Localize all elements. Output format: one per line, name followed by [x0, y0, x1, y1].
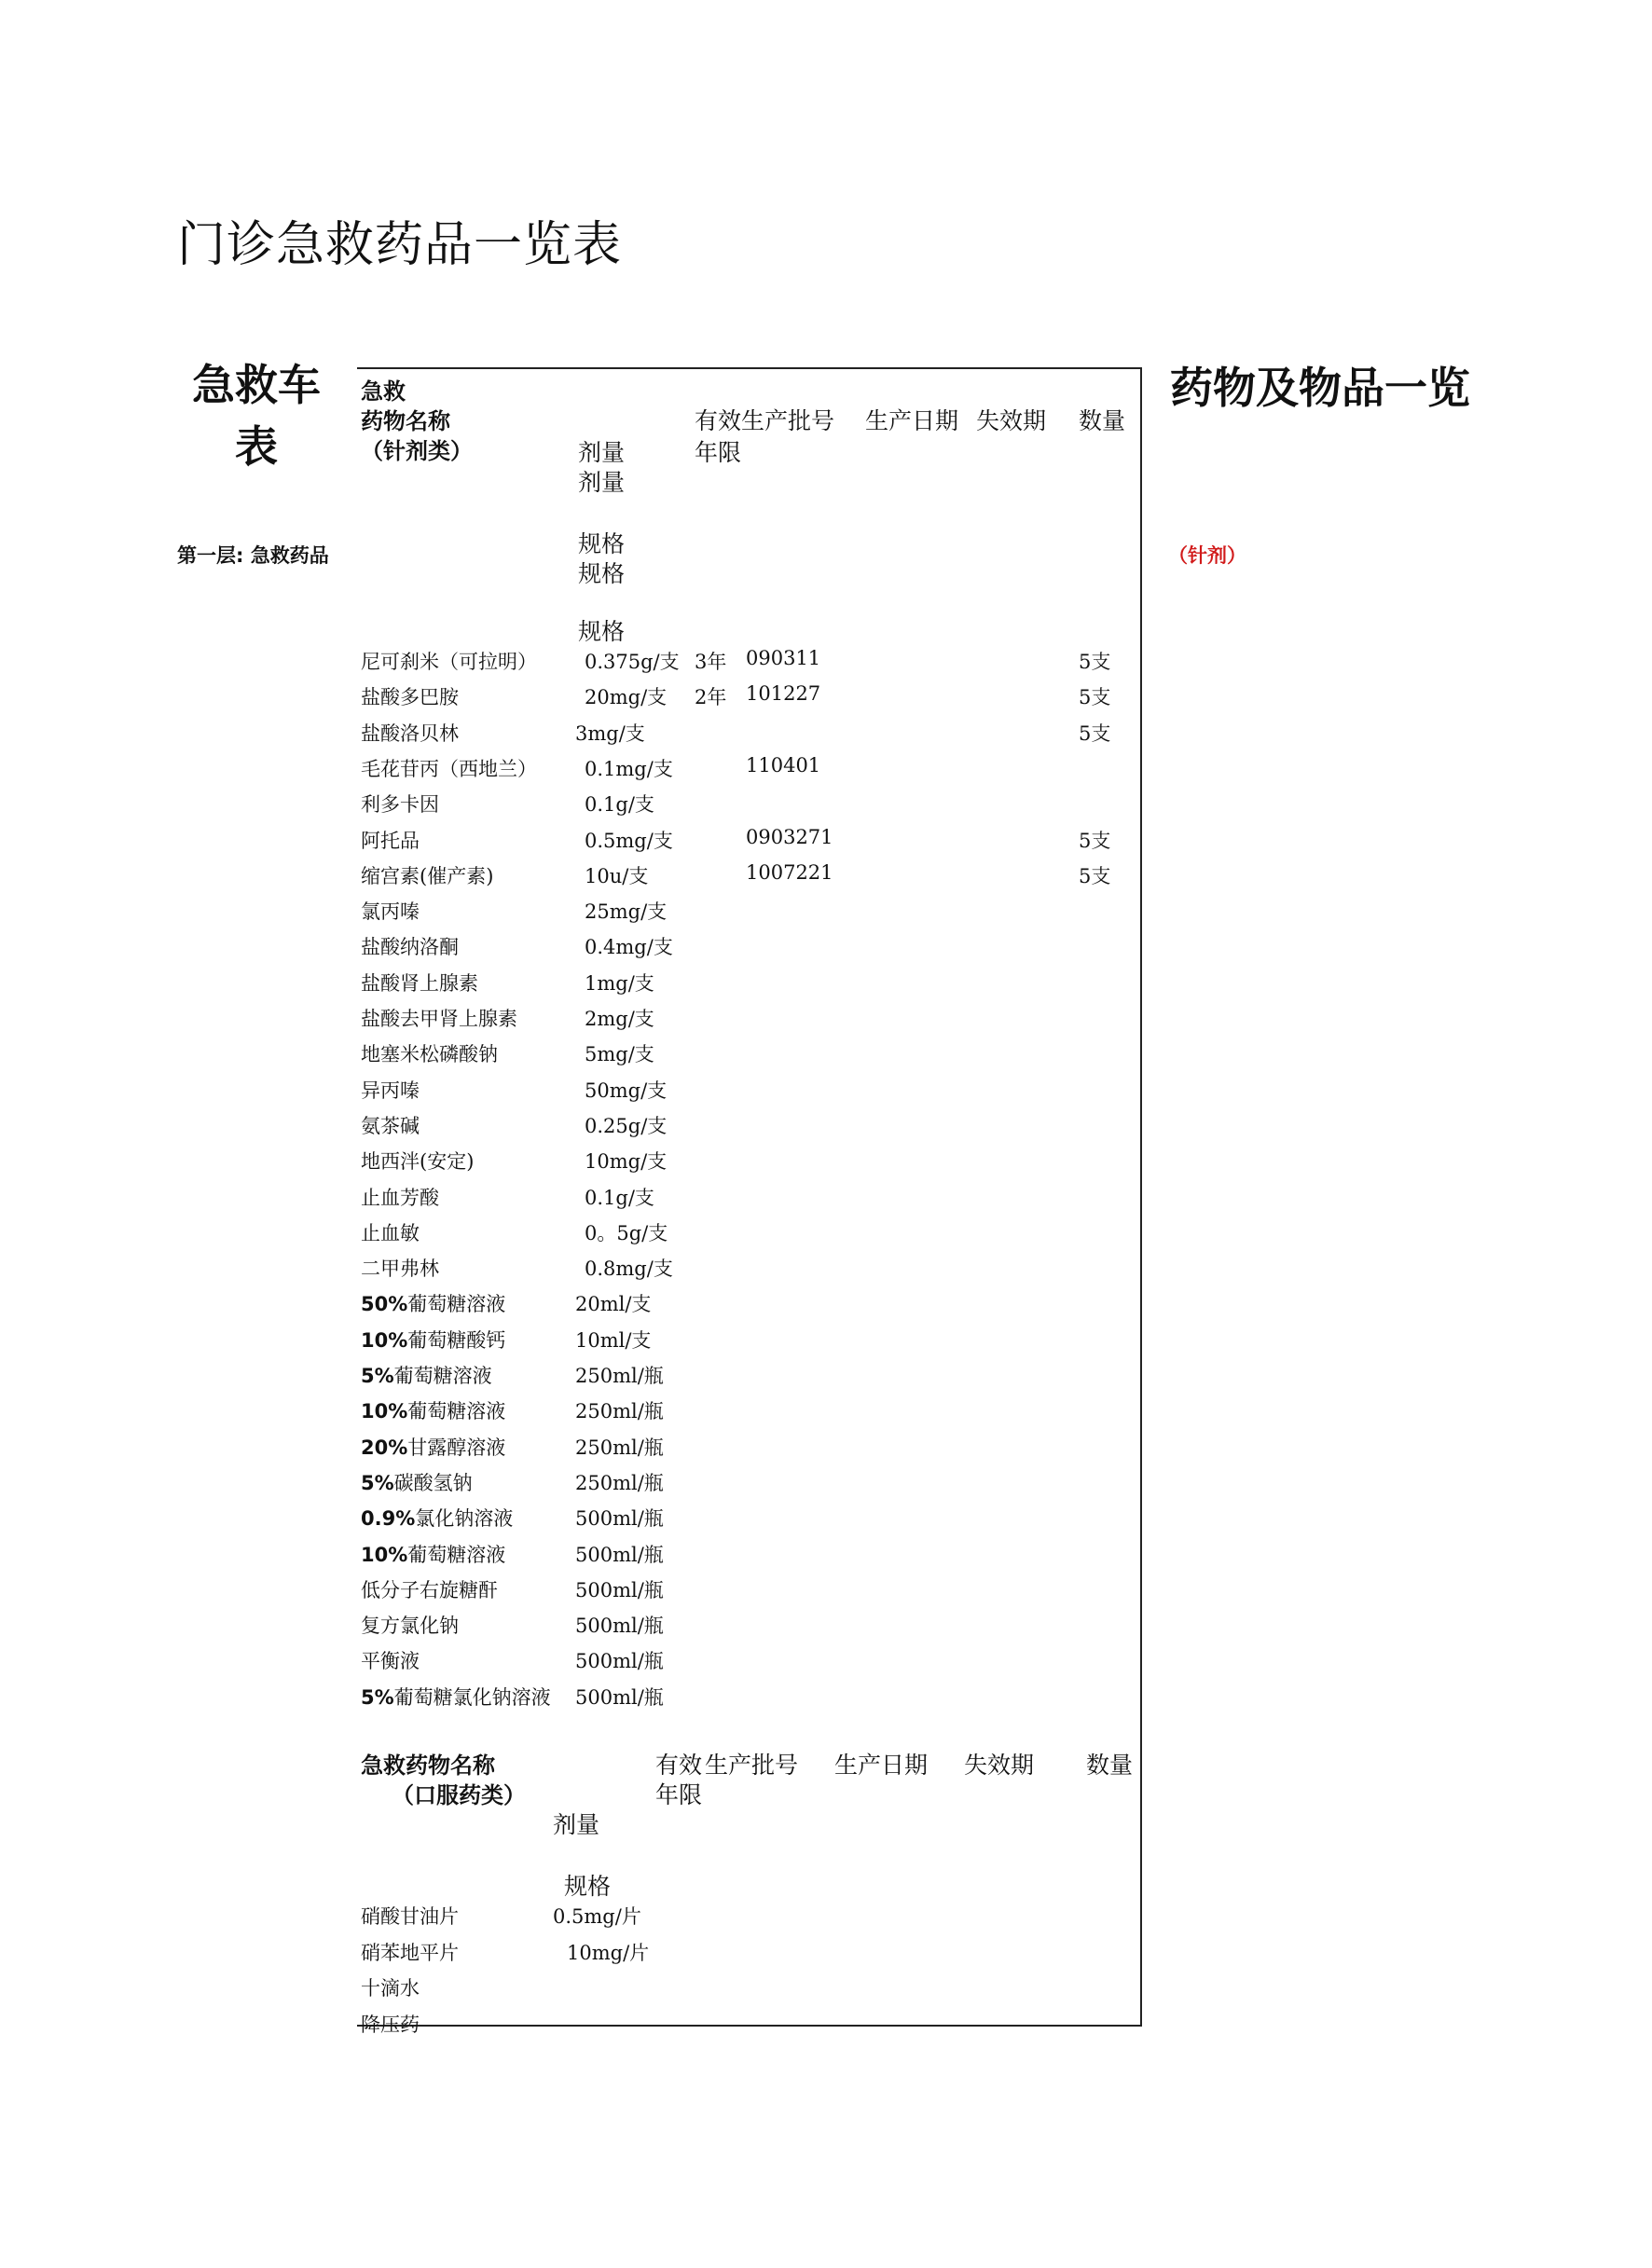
injection-header-spec-repeat: 规格: [578, 560, 626, 587]
drug-name: 毛花苷丙（西地兰）: [361, 758, 537, 780]
drug-name-cell: [361, 1504, 513, 1532]
drug-name-cell: [361, 647, 537, 675]
drug-spec: 0.1g/支: [585, 1187, 654, 1209]
drug-spec: 5mg/支: [585, 1043, 654, 1065]
injection-header-production-date: 生产日期: [865, 407, 959, 434]
drug-spec: 20mg/支: [585, 686, 668, 708]
oral-header-validity-line2: 年限: [655, 1781, 703, 1808]
drug-spec: 10ml/支: [575, 1329, 652, 1352]
drug-name: 尼可刹米（可拉明）: [361, 651, 537, 673]
injection-header-name-line1: 急救: [361, 378, 406, 405]
drug-name: 葡萄糖酸钙: [407, 1329, 506, 1352]
oral-header-quantity: 数量: [1086, 1752, 1134, 1779]
drug-spec: 1mg/支: [585, 972, 654, 995]
drug-spec: 500ml/瓶: [575, 1686, 664, 1709]
drug-spec: 10u/支: [585, 865, 649, 887]
drug-name: 阿托品: [361, 830, 420, 852]
drug-name-cell: [361, 1111, 420, 1139]
drug-spec: 10mg/支: [585, 1150, 668, 1173]
drug-name: 葡萄糖溶液: [407, 1293, 506, 1315]
drug-spec: 2mg/支: [585, 1008, 654, 1030]
drug-name-cell: [361, 1575, 498, 1603]
concentration-prefix: 5%: [361, 1472, 394, 1494]
concentration-prefix: 0.9%: [361, 1507, 416, 1530]
drug-quantity: 5支: [1079, 651, 1111, 673]
injection-header-expiry: 失效期: [976, 407, 1047, 434]
drug-name: 低分子右旋糖酐: [361, 1579, 498, 1601]
drug-name-cell: [361, 1183, 439, 1211]
drug-spec: 0.1mg/支: [585, 758, 673, 780]
drug-spec: 500ml/瓶: [575, 1650, 664, 1672]
table-bottom-border: [357, 2025, 1142, 2027]
oral-header-dose: 剂量: [553, 1811, 600, 1838]
drug-name: 地塞米松磷酸钠: [361, 1043, 498, 1065]
drug-spec: 500ml/瓶: [575, 1615, 664, 1637]
drug-name: 盐酸去甲肾上腺素: [361, 1008, 517, 1030]
drug-name-cell: [361, 1218, 420, 1246]
drug-name: 地西泮(安定): [361, 1150, 475, 1173]
drug-name: 异丙嗪: [361, 1079, 420, 1102]
drug-spec: 0.375g/支: [585, 651, 680, 673]
drug-name: 甘露醇溶液: [407, 1436, 506, 1459]
concentration-prefix: 5%: [361, 1686, 394, 1709]
drug-spec: 500ml/瓶: [575, 1507, 664, 1530]
drug-spec: 500ml/瓶: [575, 1544, 664, 1566]
drug-name-cell: [361, 682, 459, 710]
document-title: 门诊急救药品一览表: [177, 217, 623, 273]
drug-name-cell: [361, 1254, 439, 1282]
drug-name: 复方氯化钠: [361, 1615, 459, 1637]
drug-name: 葡萄糖溶液: [407, 1544, 506, 1566]
drug-name-cell: [361, 1433, 505, 1461]
drug-batch: 0903271: [746, 826, 833, 848]
drug-batch: 110401: [746, 754, 821, 777]
drug-batch: 090311: [746, 647, 821, 669]
drug-name: 硝酸甘油片: [361, 1905, 459, 1928]
drug-name: 盐酸纳洛酮: [361, 936, 459, 958]
drug-quantity: 5支: [1079, 722, 1111, 745]
drug-batch: 101227: [746, 682, 821, 705]
cart-title-left: 急救车表: [192, 360, 321, 472]
injection-header-name-line3: （针剂类）: [361, 438, 473, 464]
drug-name: 硝苯地平片: [361, 1942, 459, 1964]
oral-header-expiry: 失效期: [964, 1752, 1035, 1779]
drug-name: 碳酸氢钠: [393, 1472, 473, 1494]
concentration-prefix: 50%: [361, 1293, 408, 1315]
drug-name-cell: [361, 1611, 459, 1639]
drug-name-cell: [361, 754, 537, 782]
drug-quantity: 5支: [1079, 865, 1111, 887]
layer-label: 第一层: 急救药品: [177, 544, 329, 567]
drug-quantity: 5支: [1079, 830, 1111, 852]
concentration-prefix: 5%: [361, 1365, 394, 1387]
drug-spec: 10mg/片: [567, 1942, 650, 1964]
drug-name-cell: [361, 1076, 420, 1104]
injection-header-validity: 有效: [695, 407, 742, 434]
drug-spec: 250ml/瓶: [575, 1365, 664, 1387]
concentration-prefix: 10%: [361, 1400, 408, 1423]
drug-name: 葡萄糖溶液: [393, 1365, 492, 1387]
drug-name-cell: [361, 932, 459, 960]
drug-spec: 0。5g/支: [585, 1222, 668, 1244]
drug-spec: 250ml/瓶: [575, 1436, 664, 1459]
concentration-prefix: 10%: [361, 1329, 408, 1352]
drug-name: 盐酸肾上腺素: [361, 972, 478, 995]
drug-name-cell: [361, 1646, 420, 1674]
injection-header-name-line2: 药物名称: [361, 408, 450, 434]
category-note: （针剂）: [1168, 544, 1246, 567]
drug-spec: 0.5mg/片: [553, 1905, 641, 1928]
drug-name-cell: [361, 790, 439, 818]
drug-spec: 0.25g/支: [585, 1115, 668, 1137]
drug-name: 氯丙嗪: [361, 900, 420, 923]
drug-name-cell: [361, 1147, 474, 1175]
drug-spec: 25mg/支: [585, 900, 668, 923]
drug-spec: 500ml/瓶: [575, 1579, 664, 1601]
oral-header-spec: 规格: [564, 1873, 612, 1900]
injection-header-dose: 剂量: [578, 439, 626, 466]
drug-name-cell: [361, 1289, 505, 1317]
oral-header-name-line2: （口服药类）: [392, 1782, 526, 1808]
drug-spec: 250ml/瓶: [575, 1472, 664, 1494]
oral-header-validity: 有效: [655, 1752, 703, 1779]
drug-name-cell: [361, 861, 493, 889]
drug-name-cell: [361, 1468, 473, 1496]
drug-name: 止血敏: [361, 1222, 420, 1244]
drug-batch: 1007221: [746, 861, 833, 884]
injection-header-dose-repeat: 剂量: [578, 469, 626, 496]
drug-spec: 3mg/支: [575, 722, 645, 745]
oral-header-name-line1: 急救药物名称: [361, 1753, 495, 1779]
drug-name: 止血芳酸: [361, 1187, 439, 1209]
drug-name: 葡萄糖氯化钠溶液: [393, 1686, 551, 1709]
drug-name-cell: [361, 969, 478, 997]
drug-validity: 3年: [695, 651, 727, 673]
drug-spec: 0.1g/支: [585, 793, 654, 816]
cart-title-right: 药物及物品一览: [1170, 363, 1470, 413]
drug-name: 平衡液: [361, 1650, 420, 1672]
injection-header-validity-line2: 年限: [695, 439, 742, 466]
injection-header-spec: 规格: [578, 530, 626, 557]
drug-name: 葡萄糖溶液: [407, 1400, 506, 1423]
drug-name-cell: [361, 1396, 505, 1424]
injection-header-quantity: 数量: [1079, 407, 1126, 434]
concentration-prefix: 20%: [361, 1436, 408, 1459]
drug-spec: 0.5mg/支: [585, 830, 673, 852]
drug-name: 降压药: [361, 2014, 420, 2036]
drug-quantity: 5支: [1079, 686, 1111, 708]
oral-header-batch: 生产批号: [705, 1752, 799, 1779]
oral-header-production-date: 生产日期: [834, 1752, 929, 1779]
drug-name: 盐酸洛贝林: [361, 722, 459, 745]
drug-name-cell: [361, 826, 420, 854]
drug-spec: 250ml/瓶: [575, 1400, 664, 1423]
drug-validity: 2年: [695, 686, 727, 708]
drug-name: 二甲弗林: [361, 1258, 439, 1280]
drug-spec: 20ml/支: [575, 1293, 652, 1315]
drug-spec: 0.8mg/支: [585, 1258, 673, 1280]
drug-name-cell: [361, 1004, 517, 1032]
injection-header-spec-third: 规格: [578, 618, 626, 645]
drug-name-cell: [361, 1361, 492, 1389]
drug-name: 氨茶碱: [361, 1115, 420, 1137]
drug-name: 氯化钠溶液: [415, 1507, 514, 1530]
drug-name-cell: [361, 719, 459, 747]
concentration-prefix: 10%: [361, 1544, 408, 1566]
drug-name-cell: [361, 1039, 498, 1067]
drug-name-cell: [361, 1683, 551, 1711]
drug-name: 十滴水: [361, 1977, 420, 2000]
drug-spec: 50mg/支: [585, 1079, 668, 1102]
drug-name-cell: [361, 897, 420, 925]
drug-name-cell: [361, 1540, 505, 1568]
injection-header-batch: 生产批号: [741, 407, 835, 434]
drug-name: 盐酸多巴胺: [361, 686, 459, 708]
drug-spec: 0.4mg/支: [585, 936, 673, 958]
drug-name-cell: [361, 1326, 505, 1354]
drug-name: 缩宫素(催产素): [361, 865, 494, 887]
drug-name: 利多卡因: [361, 793, 439, 816]
